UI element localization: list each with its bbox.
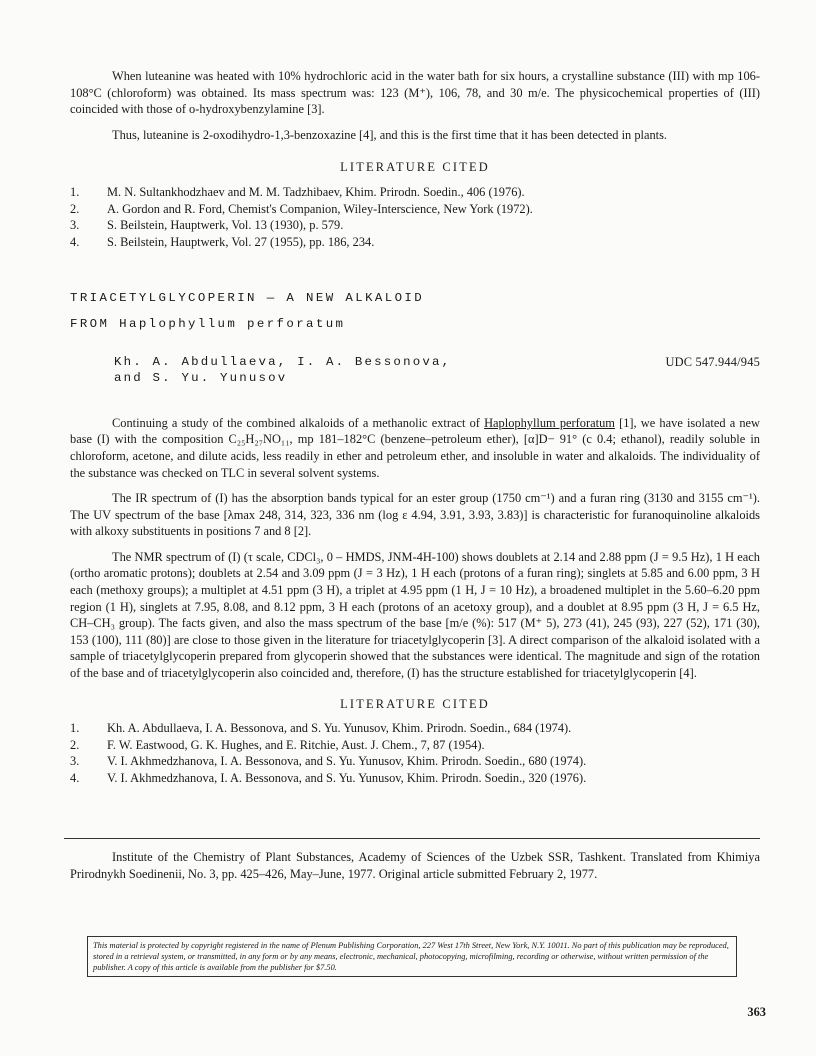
reference-number: 4. bbox=[70, 771, 80, 785]
reference-number: 1. bbox=[70, 184, 80, 199]
reference-number: 4. bbox=[70, 234, 80, 249]
reference-item bbox=[70, 234, 760, 251]
literature-cited-heading-1: LITERATURE CITED bbox=[340, 160, 490, 175]
reference-item bbox=[70, 737, 760, 754]
reference-number: 2. bbox=[70, 201, 80, 216]
reference-item bbox=[70, 201, 760, 218]
affiliation-note: Institute of the Chemistry of Plant Substances, Academy of Sciences of the Uzbek SSR, Tashkent. Translated from Khimiya Prirodnykh Soedinenii, No. 3, pp. 425–426, May–June, 1977. Original article submitted February 2, 1977. bbox=[70, 850, 760, 881]
body-paragraph-1-rest: [1], we have isolated a new base (I) with the composition C₂₅H₂₇NO₁₁, mp 181–182°C (benzene–petroleum ether), [α]D− 91° (c 0.4; ethanol), readily soluble in chloroform, acetone, and dilute acids, less readily in ether and petroleum ether, and insoluble in water and alkaloids. The individuality of the substance was checked on TLC in several solvent systems. bbox=[70, 415, 761, 480]
reference-item bbox=[70, 184, 760, 201]
authors-line-1: Kh. A. Abdullaeva, I. A. Bessonova, bbox=[114, 354, 452, 369]
article-title-line-2: FROM Haplophyllum perforatum bbox=[70, 316, 346, 331]
intro-paragraph-2: Thus, luteanine is 2-oxodihydro-1,3-benzoxazine [4], and this is the first time that it has been detected in plants. bbox=[112, 127, 668, 142]
reference-item bbox=[70, 720, 760, 737]
page-number: 363 bbox=[747, 1005, 766, 1019]
body-paragraph-2: The IR spectrum of (I) has the absorption bands typical for an ester group (1750 cm⁻¹) and a furan ring (3130 and 3155 cm⁻¹). The UV spectrum of the base [λmax 248, 314, 323, 336 nm (log ε 4.94, 3.91, 3.93, 3.83)] is characteristic for furanoquinoline alkaloids with alkoxy substituents in positions 7 and 8 [2]. bbox=[70, 491, 760, 539]
body-paragraph-1-start: Continuing a study of the combined alkaloids of a methanolic extract of bbox=[112, 415, 485, 430]
body-paragraph-3: The NMR spectrum of (I) (τ scale, CDCl₃, 0 – HMDS, JNM-4H-100) shows doublets at 2.14 and 2.88 ppm (J = 9.5 Hz), 1 H each (ortho aromatic protons); doublets at 2.54 and 3.09 ppm (J = 3 Hz), 1 H each (protons of a furan ring); singlets at 5.85 and 6.00 ppm, 3 H each (methoxy groups); a multiplet at 4.51 ppm (3 H), a triplet at 4.95 ppm (1 H, J = 10 Hz), a broadened multiplet in the 5.60–6.20 ppm region (1 H), singlets at 7.95, 8.08, and 8.12 ppm, 3 H each (protons of an acetoxy group), and a doublet at 8.95 ppm (3 H, J = 6.5 Hz, CH–CH₃ group). The facts given, and also the mass spectrum of the base [m/e (%): 517 (M⁺ 5), 273 (41), 245 (93), 227 (52), 171 (30), 153 (100), 111 (80)] are close to those given in the literature for triacetylglycoperin [3]. A direct comparison of the alkaloid isolated with a sample of triacetylglycoperin prepared from glycoperin showed that the substances were identical. The magnitude and sign of the rotation of the base and of triacetylglycoperin also coincided and, therefore, (I) has the structure established for triacetylglycoperin [4]. bbox=[70, 549, 760, 681]
article-title bbox=[70, 290, 760, 332]
page-body bbox=[70, 68, 760, 787]
reference-text: V. I. Akhmedzhanova, I. A. Bessonova, and S. Yu. Yunusov, Khim. Prirodn. Soedin., 680 (1974). bbox=[107, 754, 587, 769]
reference-item bbox=[70, 217, 760, 234]
reference-text: V. I. Akhmedzhanova, I. A. Bessonova, and S. Yu. Yunusov, Khim. Prirodn. Soedin., 320 (1976). bbox=[107, 771, 587, 785]
reference-text: Kh. A. Abdullaeva, I. A. Bessonova, and S. Yu. Yunusov, Khim. Prirodn. Soedin., 684 (1974). bbox=[107, 721, 572, 736]
reference-number: 3. bbox=[70, 218, 80, 233]
footer-divider bbox=[64, 838, 760, 839]
reference-text: M. N. Sultankhodzhaev and M. M. Tadzhibaev, Khim. Prirodn. Soedin., 406 (1976). bbox=[107, 184, 525, 199]
species-name: Haplophyllum perforatum bbox=[484, 415, 615, 430]
intro-paragraph-1: When luteanine was heated with 10% hydrochloric acid in the water bath for six hours, a crystalline substance (III) with mp 106-108°C (chloroform) was obtained. Its mass spectrum was: 123 (M⁺), 106, 78, and 30 m/e. The physicochemical properties of (III) coincided with those of o-hydroxybenzylamine [3]. bbox=[70, 69, 760, 117]
byline bbox=[70, 354, 760, 387]
copyright-notice: This material is protected by copyright registered in the name of Plenum Publishing Corporation, 227 West 17th Street, New York, N.Y. 10011. No part of this publication may be reproduced, stored in a retrieval system, or transmitted, in any form or by any means, electronic, mechanical, photocopying, microfilming, recording or otherwise, without written permission of the publisher. A copy of this article is available from the publisher for $7.50. bbox=[87, 936, 737, 977]
authors bbox=[114, 354, 451, 387]
reference-text: S. Beilstein, Hauptwerk, Vol. 13 (1930), p. 579. bbox=[107, 218, 344, 233]
reference-text: A. Gordon and R. Ford, Chemist's Companion, Wiley-Interscience, New York (1972). bbox=[107, 201, 533, 216]
reference-text: S. Beilstein, Hauptwerk, Vol. 27 (1955), pp. 186, 234. bbox=[107, 234, 375, 249]
authors-line-2: and S. Yu. Yunusov bbox=[114, 371, 288, 386]
body-paragraph-1 bbox=[70, 415, 760, 481]
reference-item bbox=[70, 770, 760, 787]
literature-cited-heading-2: LITERATURE CITED bbox=[340, 696, 490, 711]
reference-list-2 bbox=[70, 720, 760, 786]
reference-number: 3. bbox=[70, 754, 80, 769]
reference-number: 1. bbox=[70, 721, 80, 736]
udc-code: UDC 547.944/945 bbox=[665, 354, 760, 369]
reference-number: 2. bbox=[70, 737, 80, 752]
reference-text: F. W. Eastwood, G. K. Hughes, and E. Ritchie, Aust. J. Chem., 7, 87 (1954). bbox=[107, 737, 485, 752]
reference-list-1 bbox=[70, 184, 760, 250]
article-title-line-1: TRIACETYLGLYCOPERIN — A NEW ALKALOID bbox=[70, 291, 425, 306]
reference-item bbox=[70, 753, 760, 770]
